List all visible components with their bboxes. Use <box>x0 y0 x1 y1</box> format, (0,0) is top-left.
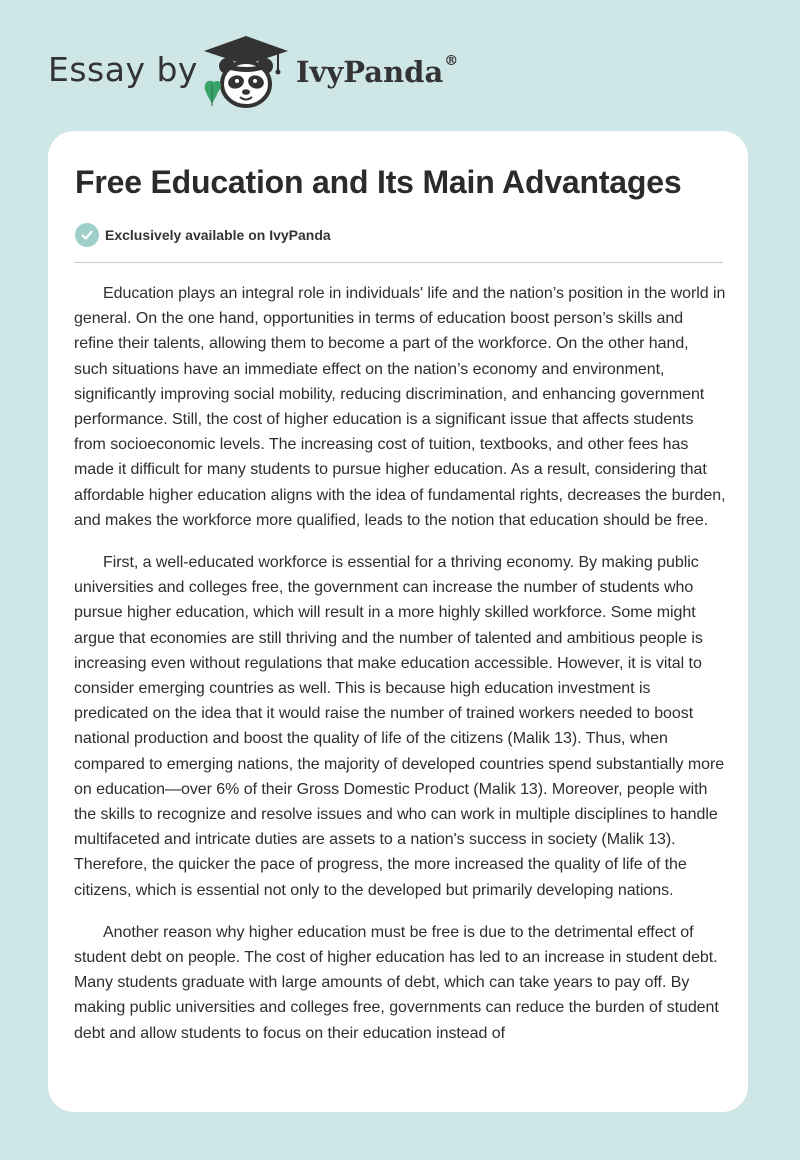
exclusive-badge <box>75 223 331 247</box>
essay-title: Free Education and Its Main Advantages <box>75 164 682 200</box>
brand-wordmark[interactable] <box>296 55 458 89</box>
checkmark-icon <box>75 223 99 247</box>
essay-by-label: Essay by <box>48 50 198 89</box>
brand-name: IvyPanda <box>296 55 444 89</box>
exclusive-badge-label: Exclusively available on IvyPanda <box>105 227 331 243</box>
title-divider <box>74 262 723 263</box>
paragraph-3: Another reason why higher education must be free is due to the detrimental effect of student debt on people. The cost of higher education has led to an increase in student debt. Many students graduate with large amounts of debt, which can take years to pay off. By making public universities and colleges free, governments can reduce the burden of student debt and allow students to focus on their education instead of <box>74 923 719 1042</box>
paragraph-1: Education plays an integral role in individuals' life and the nation’s position in the world in general. On the one hand, opportunities in terms of education boost person’s skills and refine their talents, allowing them to become a part of the workforce. On the other hand, such situations have an immediate effect on the nation’s economy and environment, significantly improving social mobility, reducing discrimination, and enhancing government performance. Still, the cost of higher education is a significant issue that affects students from socioeconomic levels. The increasing cost of tuition, textbooks, and other fees has made it difficult for many students to pursue higher education. As a result, considering that affordable higher education aligns with the idea of fundamental rights, decreases the burden, and makes the workforce more qualified, leads to the notion that education should be free. <box>74 285 726 529</box>
essay-card <box>48 131 748 1112</box>
registered-mark: ® <box>444 53 459 69</box>
ivypanda-logo-icon[interactable] <box>200 34 292 110</box>
essay-body <box>74 281 726 1063</box>
paragraph-2: First, a well-educated workforce is essential for a thriving economy. By making public universities and colleges free, the government can increase the number of students who pursue higher education, which will result in a more highly skilled workforce. Some might argue that economies are still thriving and the number of talented and ambitious people is increasing even without regulations that make education accessible. However, it is vital to consider emerging countries as well. This is because high education investment is predicated on the idea that it would raise the number of trained workers needed to boost national production and boost the quality of life of the citizens (Malik 13). Thus, when compared to emerging nations, the majority of developed countries spend substantially more on education—over 6% of their Gross Domestic Product (Malik 13). Moreover, people with the skills to recognize and resolve issues and who can work in multiple disciplines to handle multifaceted and intricate duties are assets to a nation's success in society (Malik 13). Therefore, the quicker the pace of progress, the more increased the quality of life of the citizens, which is essential not only to the developed but primarily developing nations. <box>74 554 725 899</box>
site-header <box>0 0 800 130</box>
